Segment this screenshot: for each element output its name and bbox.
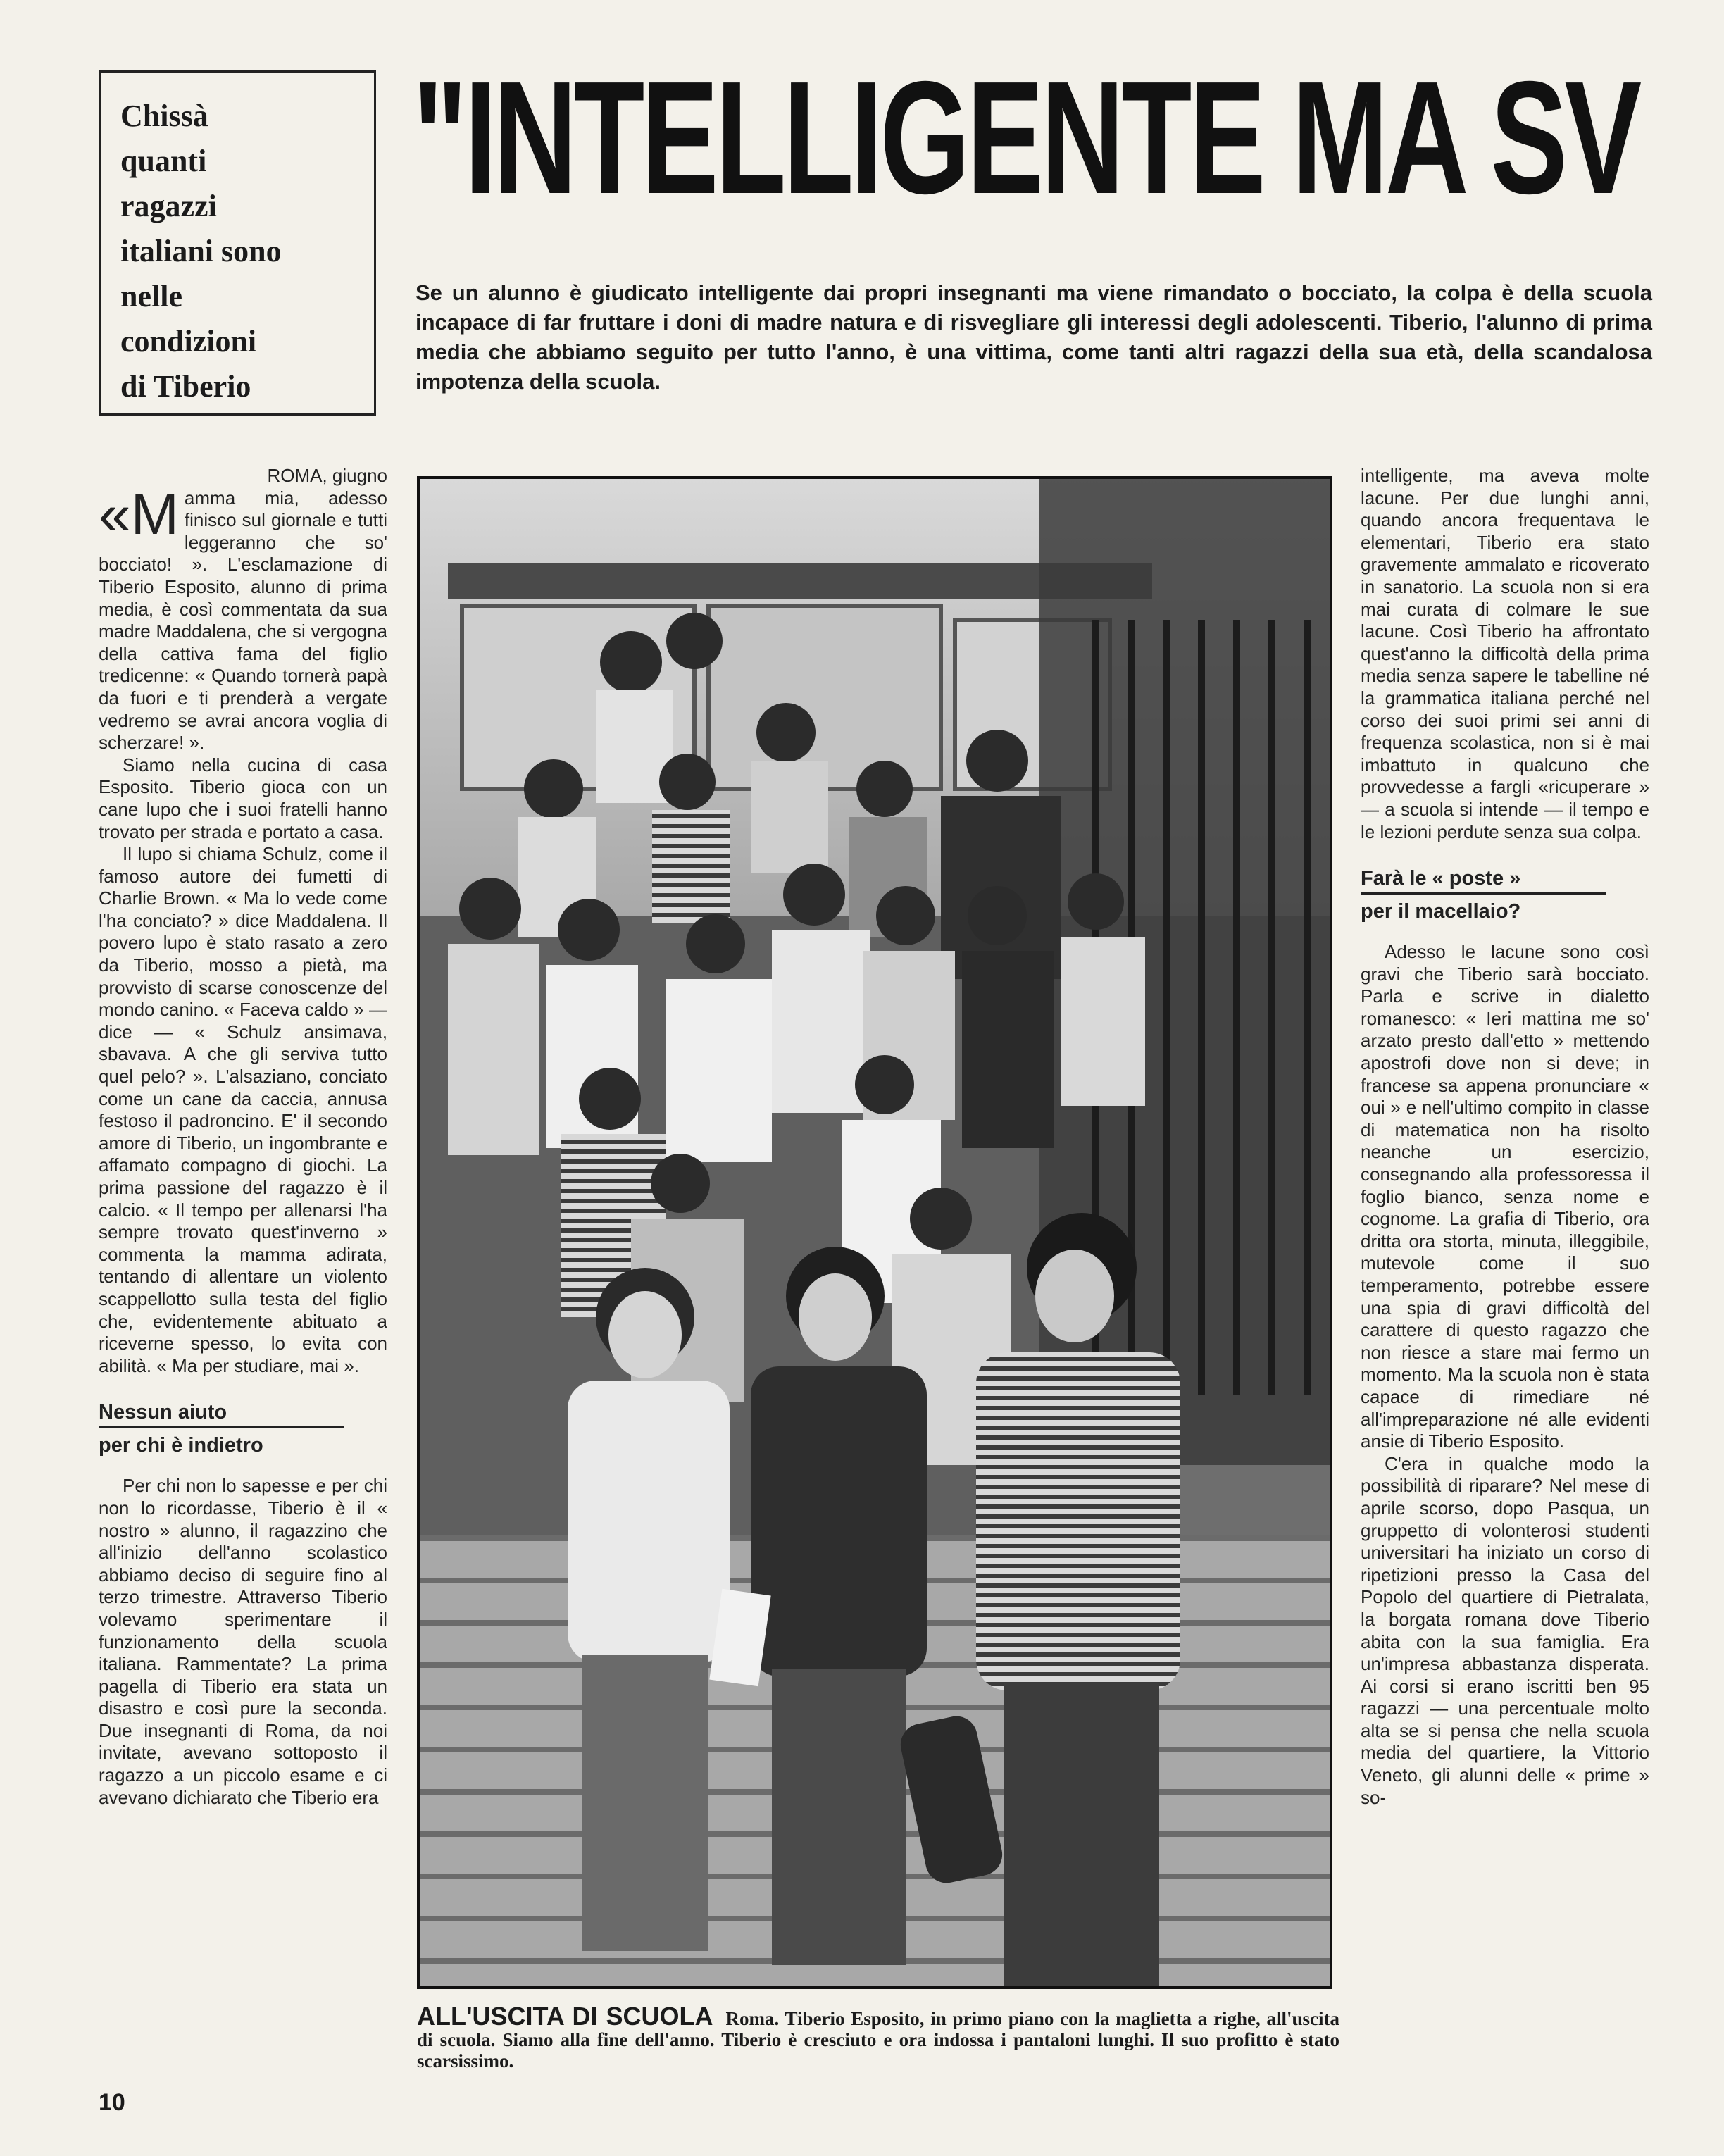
right-column — [1361, 465, 1649, 1809]
page-number: 10 — [99, 2089, 125, 2116]
paragraph — [99, 482, 387, 754]
photo-caption — [417, 2002, 1340, 2071]
kicker-line: nelle — [120, 279, 182, 313]
paragraph: Siamo nella cucina di casa Esposito. Tiberio gioca con un cane lupo che i suoi fratelli hanno trovato per strada e portato a casa. — [99, 754, 387, 842]
subheading — [1361, 864, 1649, 926]
subheading-line-2: per il macellaio? — [1361, 900, 1521, 923]
caption-text: Roma. Tiberio Esposito, in primo piano con la maglietta a righe, all'uscita di scuola. Siamo alla fine dell'anno. Tiberio è cresciuto e ora indossa i pantaloni lunghi. Il suo profitto è stato scarsissimo. — [417, 2008, 1340, 2071]
drop-cap: «M — [99, 482, 179, 547]
paragraph: C'era in qualche modo la possibilità di riparare? Nel mese di aprile scorso, dopo Pasqua, un gruppetto di volonterosi studenti universitari ha iniziato un corso di ripetizioni presso la Casa del Popolo del quartiere di Pietralata, la borgata romana dove Tiberio abita con la sua famiglia. Era un'impresa abbastanza disperata. Ai corsi si erano iscritti ben 95 ragazzi — una percentuale molto alta se si pensa che nella scuola media del quartiere, la Vittorio Veneto, gli alunni delle « prime » so- — [1361, 1452, 1649, 1808]
kicker-line: di Tiberio — [120, 369, 251, 404]
subheading-line-1: Farà le « poste » — [1361, 864, 1606, 895]
kicker-line: quanti — [120, 144, 207, 178]
kicker-line: Chissà — [120, 99, 208, 133]
subheading-line-2: per chi è indietro — [99, 1434, 263, 1457]
deck-standfirst: Se un alunno è giudicato intelligente dai propri insegnanti ma viene rimandato o bocciato, la colpa è della scuola incapace di far fruttare i doni di madre natura e di risvegliare gli interessi degli adolescenti. Tiberio, l'alunno di prima media che abbiamo seguito per tutto l'anno, è una vittima, come tanti altri ragazzi della sua età, della scandalosa impotenza della scuola. — [416, 280, 1652, 394]
subheading — [99, 1398, 387, 1459]
caption-label: ALL'USCITA DI SCUOLA — [417, 2002, 713, 2031]
left-column — [99, 465, 387, 1809]
paragraph: intelligente, ma aveva molte lacune. Per due lunghi anni, quando ancora frequentava le elementari, Tiberio era stato gravemente ammalato e ricoverato in sanatorio. La scuola non si era mai curata di colmare le sue lacune. Così Tiberio ha affrontato quest'anno la difficoltà della prima media senza sapere le tabelline né la grammatica italiana perché nel corso dei suoi primi sei anni di frequenza scolastica, non si è mai imbattuto in qualcuno che provvedesse a fargli «ricuperare » — a scuola si intende — il tempo e le lezioni perdute senza sua colpa. — [1361, 465, 1649, 842]
paragraph-text: amma mia, adesso finisco sul giornale e tutti leggeranno che so' bocciato! ». L'esclamazione di Tiberio Esposito, alunno di prima media, è così commentata da sua madre Maddalena, che si vergogna della cattiva fama del figlio tredicenne: « Quando tornerà papà da fuori e ti prenderà a vergate vedremo se avrai ancora voglia di scherzare! ». — [99, 487, 387, 754]
dateline: ROMA, giugno — [267, 465, 387, 486]
subheading-line-1: Nessun aiuto — [99, 1398, 344, 1428]
headline: "INTELLIGENTE MA SV — [413, 49, 1639, 228]
photograph-students-leaving-school — [417, 476, 1332, 1989]
kicker-line: ragazzi — [120, 189, 217, 223]
paragraph: Il lupo si chiama Schulz, come il famoso autore dei fumetti di Charlie Brown. « Ma lo vede come l'ha conciato? » dice Maddalena. Il povero lupo è stato rasato a zero da Tiberio, mosso a pietà, ma provvisto di scarse conoscenze del mondo canino. « Faceva caldo » — dice — « Schulz ansimava, sbavava. A che gli serviva tutto quel pelo? ». L'alsaziano, conciato come un cane da caccia, annusa festoso il padroncino. E' il secondo amore di Tiberio, un ingombrante e affamato compagno di giochi. La prima passione del ragazzo è il calcio. « Il tempo per allenarsi l'ha sempre trovato quest'inverno » commenta la mamma adirata, tentando di allentare un violento scappellotto sulla testa del figlio che, evidentemente abituato a riceverne spesso, lo evita con abilità. « Ma per studiare, mai ». — [99, 843, 387, 1376]
kicker-line: italiani sono — [120, 234, 282, 268]
kicker-box — [99, 70, 376, 416]
paragraph: Per chi non lo sapesse e per chi non lo ricordasse, Tiberio è il « nostro » alunno, il ragazzino che all'inizio dell'anno scolastico abbiamo deciso di seguire fino al terzo trimestre. Attraverso Tiberio volevamo sperimentare il funzionamento della scuola italiana. Rammentate? La prima pagella di Tiberio era stata un disastro e così pure la seconda. Due insegnanti di Roma, da noi invitate, avevano sottoposto il ragazzo a un piccolo esame e ci avevano dichiarato che Tiberio era — [99, 1475, 387, 1808]
photo-illustration — [420, 479, 1330, 1986]
paragraph: Adesso le lacune sono così gravi che Tiberio sarà bocciato. Parla e scrive in dialetto romanesco: « Ieri mattina me so' arzato presto dall'etto » mettendo apostrofi dove non si deve; in francese sa appena pronunciare « oui » e nell'ultimo compito in classe di matematica non ha risolto neanche un esercizio, consegnando alla professoressa il foglio bianco, senza nome e cognome. La grafia di Tiberio, ora dritta ora storta, minuta, illeggibile, mutevole come il suo temperamento, potrebbe essere una spia di gravi difficoltà del carattere di questo ragazzo che non riesce a stare mai fermo un momento. Ma la scuola non è stata capace di rimediare né all'impreparazione né alle evidenti ansie di Tiberio Esposito. — [1361, 941, 1649, 1452]
kicker-line: condizioni — [120, 324, 257, 359]
